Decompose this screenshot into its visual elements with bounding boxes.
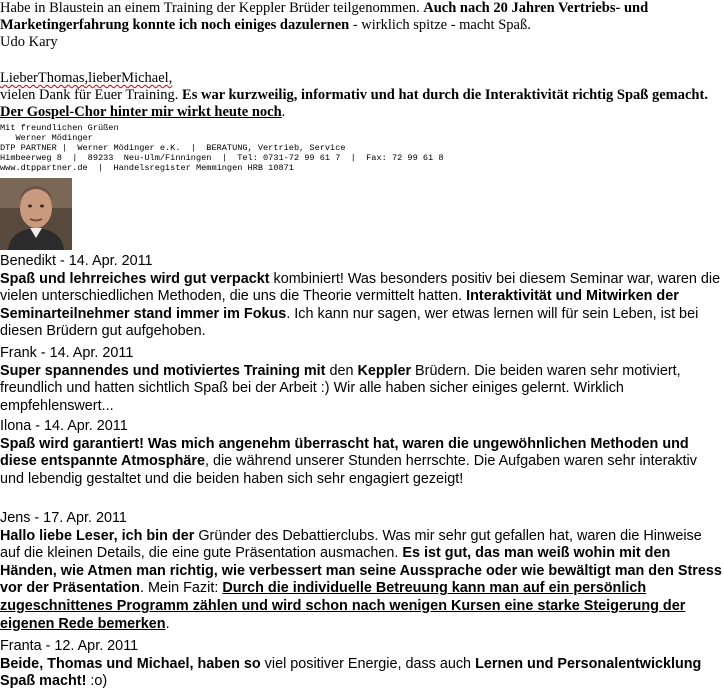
sig-line: www.dtppartner.de | Handelsregister Memmingen HRB 10871 [0,163,294,173]
sig-line: Mit freundlichen Grüßen [0,123,119,133]
bold-underlined-text: Durch die individuelle Betreuung kann man auf ein persönlich zugeschnittenes Programm zählen und wird schon nach wenigen Kursen eine starke Steigerung der eigenen Rede bemerken [0,580,686,632]
text: viel positiver Energie, dass auch [260,655,476,672]
bold-text: Keppler [357,362,412,379]
signature: Udo Kary [0,34,58,50]
testimonial-frank [0,345,722,415]
text: Brüdern. Die beiden waren sehr motiviert, freundlich und hatten sichtlich Spaß bei der Arbeit :) Wir alle haben sicher einiges gelernt. Wirklich empfehlenswert... [0,362,681,414]
text: vielen Dank für Euer Training. [0,87,183,103]
testimonial-benedikt [0,253,722,341]
bold-text: Super spannendes und motiviertes Training mit [0,362,326,379]
testimonial-franta [0,638,722,691]
entry-header: Jens - 17. Apr. 2011 [0,510,127,526]
entry-body [0,528,722,634]
entry-header: Ilona - 14. Apr. 2011 [0,418,128,434]
bold-text: Lernen und Personalentwicklung Spaß macht! [0,655,702,690]
bold-text: Hallo liebe Leser, ich bin der [0,527,195,544]
entry-header: Benedikt - 14. Apr. 2011 [0,253,153,269]
bold-text: Es war kurzweilig, informativ und hat durch die Interaktivität richtig Spaß gemacht. [182,87,708,103]
text: den [325,362,358,379]
greeting: LieberThomas,lieberMichael, [0,70,173,86]
sig-line: Himbeerweg 8 | 89233 Neu-Ulm/Finningen | Tel: 0731-72 99 61 7 | Fax: 72 99 61 8 [0,153,444,163]
bold-text: Marketingerfahrung konnte ich noch einiges dazulernen [0,17,350,33]
text: :o) [86,673,108,690]
bold-text: Spaß wird garantiert! Was mich angenehm überrascht hat, waren die ungewöhnlichen Methoden und diese entspannte Atmosphäre [0,435,689,470]
bold-underlined-text: Der Gospel-Chor hinter mir wirkt heute noch [0,104,282,120]
text: Habe in Blaustein an einem Training der Keppler Brüder teilgenommen. [0,0,424,16]
testimonial-jens [0,510,722,633]
text: . Mein Fazit: [139,580,223,597]
email-signature [0,123,722,173]
portrait-photo [0,178,72,250]
portrait-image [0,178,72,250]
text: - wirklich spitze - macht Spaß. [349,17,531,33]
bold-text: Interaktivität und Mitwirken der Seminarteilnehmer stand immer im Fokus [0,288,679,322]
sig-line: Werner Mödinger [0,133,93,143]
text: . [281,104,286,120]
bold-text: Auch nach 20 Jahren Vertriebs- und [423,0,649,16]
testimonial-werner [0,70,722,121]
sig-line: DTP PARTNER | Werner Mödinger e.K. | BERATUNG, Vertrieb, Service [0,143,346,153]
bold-text: Beide, Thomas und Michael, haben so [0,655,261,672]
testimonial-udo [0,0,722,51]
text: Gründer des Debattierclubs. Was mir sehr gut gefallen hat, waren die Hinweise auf die kleinen Details, die eine gute Präsentation ausmachen. [0,527,702,562]
entry-header: Franta - 12. Apr. 2011 [0,638,139,654]
text: , die während unserer Stunden herrschte. Die Aufgaben waren sehr interaktiv und lebendig gestaltet und die beiden haben sich sehr engagiert gezeigt! [0,453,697,487]
bold-text: Spaß und lehrreiches wird gut verpackt [0,270,270,287]
bold-text: Es ist gut, das man weiß wohin mit den Händen, wie Atmen man richtig, wie verbessert man seine Aussprache oder wie bewältigt man den Stress vor der Präsentation [0,545,722,597]
entry-header: Frank - 14. Apr. 2011 [0,345,134,361]
text: kombiniert! Was besonders positiv bei diesem Seminar war, waren die vielen unterschiedlichen Methoden, die uns die Theorie vermittelt hatten. [0,270,721,305]
entry-body [0,271,722,341]
entry-body [0,363,722,416]
entry-body [0,436,722,489]
entry-body [0,656,722,691]
testimonial-ilona [0,418,722,488]
text: . Ich kann nur sagen, wer etwas lernen will für sein Leben, ist bei diesen Brüdern gut aufgehoben. [0,305,699,340]
text: . [165,615,170,632]
